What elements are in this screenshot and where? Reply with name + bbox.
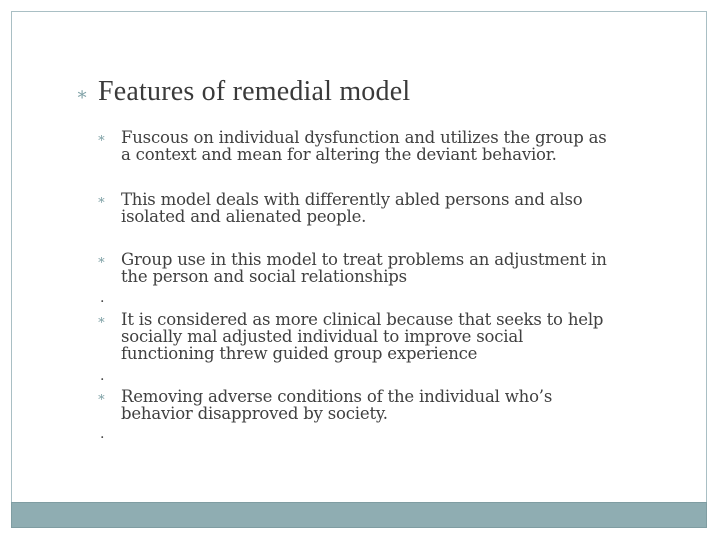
slide-title: Features of remedial model [98,76,411,107]
asterisk-bullet-icon: ∗ [76,84,89,105]
slide-title-row [76,76,410,108]
bullet-item-3 [97,251,667,285]
stray-period: . [100,368,105,384]
bullet-line: Fuscous on individual dysfunction and utilizes the group as [121,128,607,147]
bullet-line: behavior disapproved by society. [121,404,388,423]
bullet-text [121,191,582,225]
bullet-text [121,251,607,285]
bullet-line: functioning threw guided group experience [121,344,478,363]
stray-period: . [100,426,105,442]
bullet-item-4 [97,311,667,362]
asterisk-bullet-icon: ∗ [97,390,106,405]
bullet-line: Group use in this model to treat problems an adjustment in [121,250,607,269]
bullet-line: a context and mean for altering the deviant behavior. [121,145,557,164]
bullet-item-2 [97,191,667,225]
asterisk-bullet-icon: ∗ [97,131,106,146]
bullet-text [121,388,552,422]
bullet-item-1 [97,129,667,163]
bullet-line: It is considered as more clinical because that seeks to help [121,310,604,329]
bullet-text [121,129,607,163]
bullet-line: Removing adverse conditions of the individual who’s [121,387,553,406]
bullet-line: isolated and alienated people. [121,207,367,226]
bullet-line: socially mal adjusted individual to improve social [121,327,524,346]
bullet-text [121,311,603,362]
stray-period: . [100,290,105,306]
footer-band [11,502,707,528]
asterisk-bullet-icon: ∗ [97,193,106,208]
asterisk-bullet-icon: ∗ [97,313,106,328]
asterisk-bullet-icon: ∗ [97,253,106,268]
bullet-line: This model deals with differently abled persons and also [121,190,583,209]
bullet-item-5 [97,388,667,422]
bullet-line: the person and social relationships [121,267,407,286]
